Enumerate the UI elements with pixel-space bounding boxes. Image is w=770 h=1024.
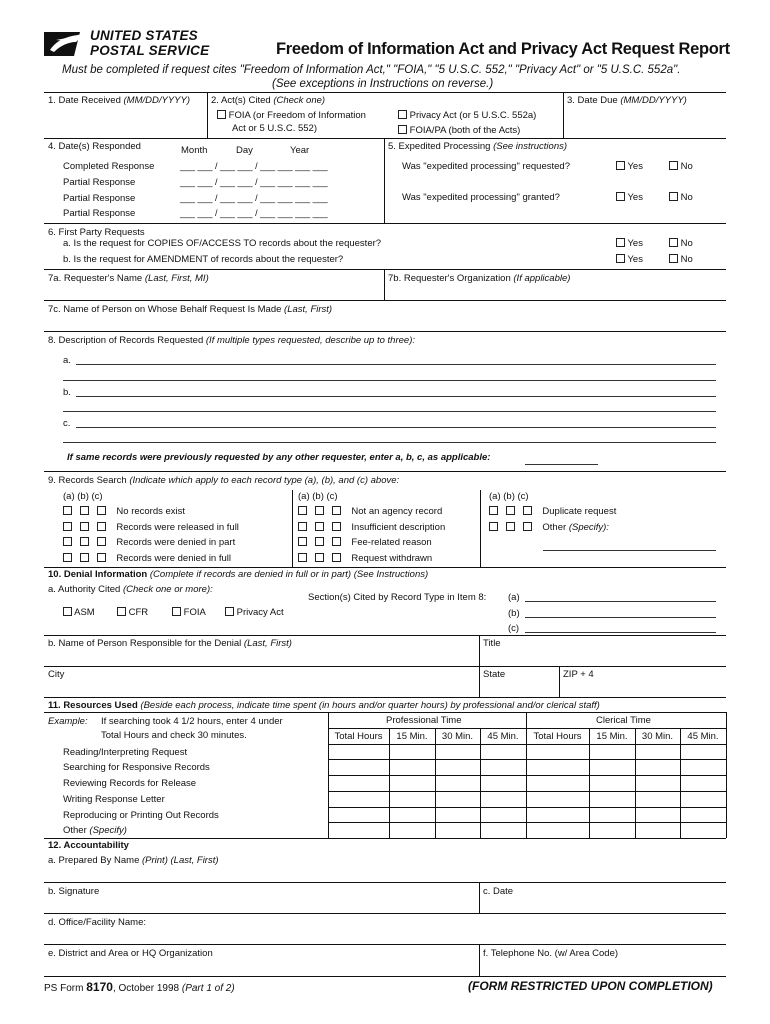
time-entry-cell[interactable] (681, 792, 726, 807)
record-a-checkbox[interactable] (298, 537, 307, 546)
first-party-question-a: a. Is the request for COPIES OF/ACCESS TO records about the requester? (63, 238, 382, 249)
record-a-checkbox[interactable] (63, 522, 72, 531)
telephone-field[interactable]: f. Telephone No. (w/ Area Code) (483, 948, 619, 959)
time-entry-cell[interactable] (390, 760, 435, 775)
time-entry-cell[interactable] (681, 760, 726, 775)
time-column-header: 45 Min. (487, 731, 519, 742)
resource-row-label: Other (Specify) (63, 825, 127, 836)
record-c-checkbox[interactable] (332, 522, 341, 531)
acts-cited-label: 2. Act(s) Cited (Check one) (211, 95, 326, 106)
usps-logo (44, 28, 214, 60)
foia-option-line2: Act or 5 U.S.C. 552) (232, 123, 318, 134)
description-c-label: c. (63, 418, 71, 429)
time-entry-cell[interactable] (681, 776, 726, 791)
restricted-notice: (FORM RESTRICTED UPON COMPLETION) (468, 979, 713, 993)
description-a-line2[interactable] (63, 380, 716, 381)
time-entry-cell[interactable] (481, 745, 526, 760)
district-area-field[interactable]: e. District and Area or HQ Organization (48, 948, 213, 959)
completed-response-label: Completed Response (63, 161, 155, 172)
time-entry-cell[interactable] (590, 760, 635, 775)
date-entry-row[interactable]: ___ ___ / ___ ___ / ___ ___ ___ ___ (180, 161, 328, 171)
search-option-other[interactable]: Other (Specify): (489, 522, 609, 533)
example-text-2: Total Hours and check 30 minutes. (101, 730, 247, 741)
abc-header-1: (a) (b) (c) (63, 491, 103, 502)
resource-row-label: Reading/Interpreting Request (63, 747, 188, 758)
time-entry-cell[interactable] (590, 808, 635, 823)
time-entry-cell[interactable] (527, 745, 589, 760)
description-c-line1[interactable] (76, 427, 716, 428)
time-entry-cell[interactable] (527, 808, 589, 823)
abc-header-3: (a) (b) (c) (489, 491, 529, 502)
no-checkbox[interactable] (669, 254, 678, 263)
month-label: Month (181, 145, 208, 156)
partial-response-label-2: Partial Response (63, 193, 136, 204)
yes-checkbox[interactable] (616, 192, 625, 201)
search-option-duplicate[interactable]: Duplicate request (489, 506, 616, 517)
record-a-checkbox[interactable] (298, 522, 307, 531)
city-field[interactable]: City (48, 669, 65, 680)
previously-requested-note: If same records were previously requested by any other requester, enter a, b, c, as applicable: (67, 452, 491, 463)
time-entry-cell[interactable] (436, 808, 480, 823)
yes-checkbox[interactable] (616, 254, 625, 263)
authority-asm[interactable]: ASM (63, 607, 95, 618)
time-column-header: 45 Min. (687, 731, 719, 742)
first-party-question-b: b. Is the request for AMENDMENT of records about the requester? (63, 254, 344, 265)
time-entry-cell[interactable] (436, 823, 480, 838)
record-c-checkbox[interactable] (97, 506, 106, 515)
time-entry-cell[interactable] (636, 792, 680, 807)
time-entry-cell[interactable] (636, 776, 680, 791)
cfr-checkbox[interactable] (117, 607, 126, 616)
record-b-checkbox[interactable] (315, 522, 324, 531)
time-entry-cell[interactable] (590, 792, 635, 807)
search-option-col2[interactable]: Insufficient description (298, 522, 445, 533)
expedited-requested-question: Was "expedited processing" requested? (402, 161, 570, 172)
search-option-col2[interactable]: Fee-related reason (298, 537, 432, 548)
record-c-checkbox[interactable] (332, 506, 341, 515)
foia-checkbox[interactable] (217, 110, 226, 119)
signature-field[interactable]: b. Signature (48, 886, 100, 897)
record-a-checkbox[interactable] (298, 506, 307, 515)
time-column-header: 30 Min. (641, 731, 674, 742)
record-a-checkbox[interactable] (298, 553, 307, 562)
no-checkbox[interactable] (669, 161, 678, 170)
date-field[interactable]: c. Date (483, 886, 514, 897)
search-option-col2[interactable]: Not an agency record (298, 506, 442, 517)
sections-cited-label: Section(s) Cited by Record Type in Item 8: (308, 592, 487, 603)
expedited-granted-no[interactable]: No (669, 192, 693, 203)
time-entry-cell[interactable] (329, 776, 389, 791)
zip-field[interactable]: ZIP + 4 (563, 669, 594, 680)
time-entry-cell[interactable] (636, 760, 680, 775)
time-entry-cell[interactable] (390, 745, 435, 760)
date-entry-row[interactable]: ___ ___ / ___ ___ / ___ ___ ___ ___ (180, 208, 328, 218)
resource-row-label: Searching for Responsive Records (63, 762, 210, 773)
time-entry-cell[interactable] (436, 776, 480, 791)
eagle-logo-icon (44, 28, 86, 58)
first-party-b-yes[interactable]: Yes (616, 254, 643, 265)
logo-line1: UNITED STATES (90, 28, 198, 43)
foia-pa-option[interactable]: FOIA/PA (both of the Acts) (398, 125, 520, 136)
partial-response-label-1: Partial Response (63, 177, 136, 188)
time-entry-cell[interactable] (527, 760, 589, 775)
expedited-granted-yes[interactable]: Yes (616, 192, 643, 203)
time-entry-cell[interactable] (329, 792, 389, 807)
example-label: Example: (48, 716, 88, 727)
date-entry-row[interactable]: ___ ___ / ___ ___ / ___ ___ ___ ___ (180, 177, 328, 187)
date-due-label: 3. Date Due (MM/DD/YYYY) (567, 95, 687, 106)
record-b-checkbox[interactable] (315, 537, 324, 546)
time-entry-cell[interactable] (527, 792, 589, 807)
description-b-line1[interactable] (76, 396, 716, 397)
record-c-checkbox[interactable] (97, 522, 106, 531)
record-b-checkbox[interactable] (80, 522, 89, 531)
section-a-field[interactable] (525, 601, 716, 602)
professional-time-header: Professional Time (386, 715, 462, 726)
time-entry-cell[interactable] (390, 792, 435, 807)
authority-cfr[interactable]: CFR (117, 607, 148, 618)
no-checkbox[interactable] (669, 192, 678, 201)
logo-line2: POSTAL SERVICE (90, 43, 210, 58)
year-label: Year (290, 145, 310, 156)
dates-responded-label: 4. Date(s) Responded (48, 141, 141, 152)
first-party-a-yes[interactable]: Yes (616, 238, 643, 249)
example-text-1: If searching took 4 1/2 hours, enter 4 under (101, 716, 283, 727)
search-option-col1[interactable]: No records exist (63, 506, 185, 517)
privacy-act-option[interactable]: Privacy Act (or 5 U.S.C. 552a) (398, 110, 536, 121)
time-entry-cell[interactable] (436, 745, 480, 760)
records-search-label: 9. Records Search (Indicate which apply to each record type (a), (b), and (c) above: (48, 475, 400, 486)
asm-checkbox[interactable] (63, 607, 72, 616)
time-entry-cell[interactable] (636, 808, 680, 823)
records-description-label: 8. Description of Records Requested (If multiple types requested, describe up to three): (48, 335, 415, 346)
time-column-header: 15 Min. (396, 731, 428, 742)
authority-cited-label: a. Authority Cited (Check one or more): (48, 584, 213, 595)
time-entry-cell[interactable] (527, 776, 589, 791)
time-entry-cell[interactable] (481, 760, 526, 775)
time-entry-cell[interactable] (681, 745, 726, 760)
day-label: Day (236, 145, 253, 156)
section-a-label: (a) (508, 592, 520, 603)
expedited-requested-yes[interactable]: Yes (616, 161, 643, 172)
record-a-checkbox[interactable] (489, 506, 498, 515)
abc-header-2: (a) (b) (c) (298, 491, 338, 502)
privacy-act-checkbox[interactable] (398, 110, 407, 119)
expedited-requested-no[interactable]: No (669, 161, 693, 172)
section-c-field[interactable] (525, 632, 716, 633)
requester-organization-field[interactable]: 7b. Requester's Organization (If applicable) (388, 273, 571, 284)
first-party-label: 6. First Party Requests (48, 227, 145, 238)
time-entry-cell[interactable] (436, 792, 480, 807)
time-entry-cell[interactable] (636, 745, 680, 760)
record-c-checkbox[interactable] (523, 522, 532, 531)
record-b-checkbox[interactable] (80, 537, 89, 546)
time-entry-cell[interactable] (590, 776, 635, 791)
time-entry-cell[interactable] (681, 823, 726, 838)
section-b-field[interactable] (525, 617, 716, 618)
record-c-checkbox[interactable] (332, 553, 341, 562)
prepared-by-field[interactable]: a. Prepared By Name (Print) (Last, First) (48, 855, 219, 866)
record-b-checkbox[interactable] (80, 553, 89, 562)
yes-checkbox[interactable] (616, 238, 625, 247)
first-party-b-no[interactable]: No (669, 254, 693, 265)
foia-option[interactable]: FOIA (or Freedom of Information (217, 110, 366, 121)
time-entry-cell[interactable] (481, 776, 526, 791)
subtitle-1: Must be completed if request cites "Freedom of Information Act," "FOIA," "5 U.S.C. 552," "Privacy Act" or "5 U.S.C. 552a". (62, 64, 681, 76)
record-c-checkbox[interactable] (523, 506, 532, 515)
denial-title-field[interactable]: Title (483, 638, 501, 649)
time-column-header: 30 Min. (441, 731, 474, 742)
record-a-checkbox[interactable] (63, 506, 72, 515)
other-specify-line[interactable] (543, 550, 716, 551)
authority-foia[interactable]: FOIA (172, 607, 206, 618)
date-entry-row[interactable]: ___ ___ / ___ ___ / ___ ___ ___ ___ (180, 193, 328, 203)
denial-responsible-name-field[interactable]: b. Name of Person Responsible for the Denial (Last, First) (48, 638, 292, 649)
time-entry-cell[interactable] (390, 823, 435, 838)
first-party-a-no[interactable]: No (669, 238, 693, 249)
time-entry-cell[interactable] (329, 823, 389, 838)
search-option-col1[interactable]: Records were denied in full (63, 553, 231, 564)
time-column-header: Total Hours (334, 731, 383, 742)
foia-pa-checkbox[interactable] (398, 125, 407, 134)
resource-row-label: Reviewing Records for Release (63, 778, 197, 789)
time-entry-cell[interactable] (481, 792, 526, 807)
state-field[interactable]: State (483, 669, 506, 680)
page-title: Freedom of Information Act and Privacy Act Request Report (276, 40, 730, 58)
time-entry-cell[interactable] (481, 808, 526, 823)
authority-privacy-act[interactable]: Privacy Act (225, 607, 284, 618)
resources-used-label: 11. Resources Used (Beside each process, indicate time spent (in hours and/or quarter hours) by professional and/or clerical staff) (48, 700, 600, 711)
section-c-label: (c) (508, 623, 520, 634)
record-a-checkbox[interactable] (489, 522, 498, 531)
time-entry-cell[interactable] (481, 823, 526, 838)
record-b-checkbox[interactable] (506, 522, 515, 531)
description-b-line2[interactable] (63, 411, 716, 412)
time-entry-cell[interactable] (527, 823, 589, 838)
time-entry-cell[interactable] (390, 808, 435, 823)
foia-checkbox[interactable] (172, 607, 181, 616)
time-entry-cell[interactable] (329, 808, 389, 823)
time-entry-cell[interactable] (436, 760, 480, 775)
no-checkbox[interactable] (669, 238, 678, 247)
record-c-checkbox[interactable] (332, 537, 341, 546)
other-specify-hint: (Specify): (568, 522, 609, 533)
time-entry-cell[interactable] (329, 745, 389, 760)
office-facility-field[interactable]: d. Office/Facility Name: (48, 917, 147, 928)
time-entry-cell[interactable] (390, 776, 435, 791)
record-b-checkbox[interactable] (506, 506, 515, 515)
record-a-checkbox[interactable] (63, 537, 72, 546)
resource-row-label: Writing Response Letter (63, 794, 165, 805)
section-b-label: (b) (508, 608, 520, 619)
requester-name-field[interactable]: 7a. Requester's Name (Last, First, MI) (48, 273, 209, 284)
expedited-processing-label: 5. Expedited Processing (See instructions) (388, 141, 568, 152)
privacy-act-checkbox[interactable] (225, 607, 234, 616)
expedited-granted-question: Was "expedited processing" granted? (402, 192, 560, 203)
yes-checkbox[interactable] (616, 161, 625, 170)
behalf-person-field[interactable]: 7c. Name of Person on Whose Behalf Request Is Made (Last, First) (48, 304, 333, 315)
record-b-checkbox[interactable] (80, 506, 89, 515)
time-column-header: Total Hours (533, 731, 582, 742)
time-entry-cell[interactable] (590, 823, 635, 838)
time-entry-cell[interactable] (636, 823, 680, 838)
description-b-label: b. (63, 387, 71, 398)
record-b-checkbox[interactable] (315, 506, 324, 515)
record-b-checkbox[interactable] (315, 553, 324, 562)
previously-requested-field[interactable] (525, 464, 598, 465)
record-c-checkbox[interactable] (97, 553, 106, 562)
description-a-line1[interactable] (76, 364, 716, 365)
description-c-line2[interactable] (63, 442, 716, 443)
clerical-time-header: Clerical Time (596, 715, 651, 726)
search-option-col1[interactable]: Records were denied in part (63, 537, 235, 548)
subtitle-2: (See exceptions in Instructions on reverse.) (272, 78, 494, 90)
search-option-col2[interactable]: Request withdrawn (298, 553, 432, 564)
date-received-label: 1. Date Received (MM/DD/YYYY) (48, 95, 191, 106)
resource-row-label: Reproducing or Printing Out Records (63, 810, 219, 821)
search-option-col1[interactable]: Records were released in full (63, 522, 239, 533)
description-a-label: a. (63, 355, 71, 366)
accountability-label: 12. Accountability (48, 840, 129, 851)
time-entry-cell[interactable] (590, 745, 635, 760)
time-column-header: 15 Min. (596, 731, 628, 742)
record-c-checkbox[interactable] (97, 537, 106, 546)
form-number: PS Form 8170, October 1998 (Part 1 of 2) (44, 980, 235, 994)
partial-response-label-3: Partial Response (63, 208, 136, 219)
time-entry-cell[interactable] (329, 760, 389, 775)
record-a-checkbox[interactable] (63, 553, 72, 562)
denial-information-label: 10. Denial Information (Complete if records are denied in full or in part) (See Instructions) (48, 569, 429, 580)
time-entry-cell[interactable] (681, 808, 726, 823)
